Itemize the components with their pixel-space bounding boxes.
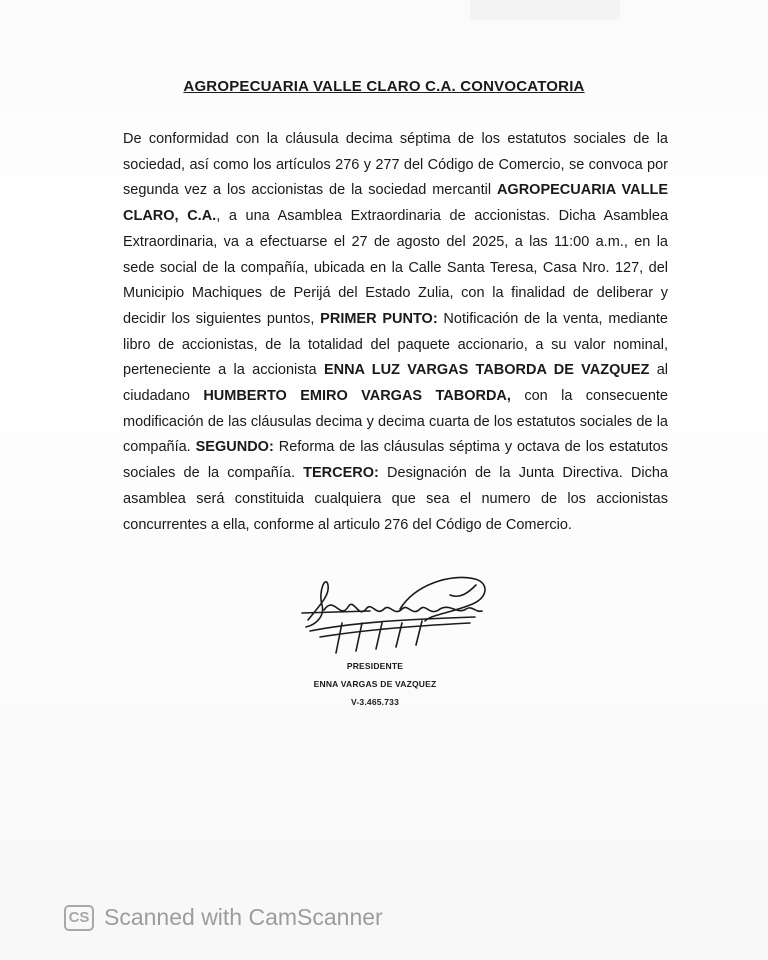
text-segment: al ciudadano (123, 362, 668, 405)
text-segment: De conformidad con la cláusula decima séptima de los estatutos sociales de la sociedad, así como los artículos 276 y 277 del Código de Comercio, se convoca por segunda vez a los accionistas de la sociedad mercantil (123, 131, 668, 199)
text-segment: , a una Asamblea Extraordinaria de accionistas. Dicha Asamblea Extraordinaria, va a efectuarse el 27 de agosto del 2025, a las 11:00 a.m., en la sede social de la compañía, ubicada en la Calle Santa Teresa, Casa Nro. 127, del Municipio Machiques de Perijá del Estado Zulia, con la finalidad de deliberar y decidir los siguientes puntos, (123, 208, 669, 327)
bold-text-segment: PRIMER PUNTO: (320, 310, 438, 327)
scan-artifact (470, 0, 620, 20)
camscanner-logo-icon: CS (64, 905, 94, 931)
bold-text-segment: AGROPECUARIA VALLE CLARO, C.A. (123, 182, 669, 225)
signer-role: PRESIDENTE (346, 661, 404, 671)
bold-text-segment: TERCERO: (303, 465, 379, 482)
bold-text-segment: ENNA LUZ VARGAS TABORDA DE VAZQUEZ (323, 362, 650, 379)
text-segment: Designación de la Junta Directiva. Dicha asamblea será constituida cualquiera que sea el numero de los accionistas concurrentes a ella, conforme al articulo 276 del Código de Comercio. (123, 465, 668, 533)
convocation-body (123, 127, 668, 538)
signature-block (280, 657, 470, 711)
text-segment: con la consecuente modificación de las cláusulas decima y decima cuarta de los estatutos sociales de la compañía. (123, 388, 669, 456)
handwritten-signature (300, 565, 500, 665)
text-segment: Notificación de la venta, mediante libro de accionistas, de la totalidad del paquete accionario, a su valor nominal, perteneciente a la accionista (123, 310, 668, 379)
bold-text-segment: SEGUNDO: (195, 439, 274, 456)
camscanner-watermark (64, 904, 383, 931)
signer-name: ENNA VARGAS DE VAZQUEZ (313, 679, 437, 689)
text-segment: Reforma de las cláusulas séptima y octava de los estatutos sociales de la compañía. (123, 439, 668, 482)
document-title: AGROPECUARIA VALLE CLARO C.A. CONVOCATORIA (183, 78, 585, 95)
camscanner-text: Scanned with CamScanner (104, 904, 383, 930)
signer-id: V-3.465.733 (350, 697, 400, 707)
bold-text-segment: HUMBERTO EMIRO VARGAS TABORDA, (203, 388, 511, 405)
